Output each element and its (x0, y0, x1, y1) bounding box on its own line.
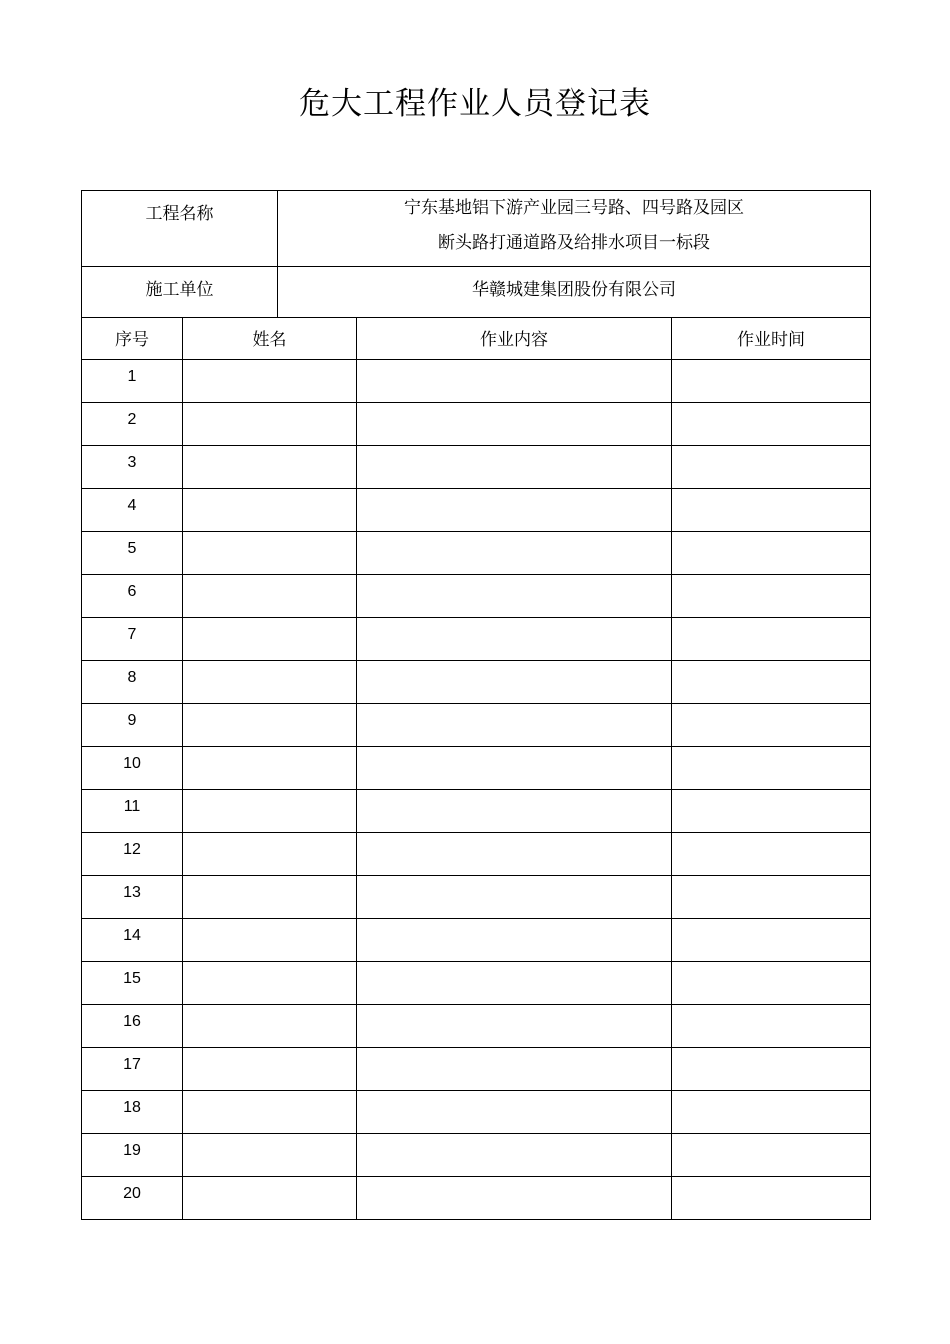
row-serial-cell: 12 (82, 833, 183, 876)
row-work-content-cell[interactable] (357, 1005, 672, 1048)
row-work-content-cell[interactable] (357, 489, 672, 532)
row-name-cell[interactable] (183, 446, 357, 489)
row-name-cell[interactable] (183, 876, 357, 919)
row-work-content-cell[interactable] (357, 532, 672, 575)
row-work-content-cell[interactable] (357, 962, 672, 1005)
table-row (82, 1134, 871, 1177)
table-row (82, 704, 871, 747)
row-name-cell[interactable] (183, 403, 357, 446)
row-work-time-cell[interactable] (672, 1091, 871, 1134)
row-work-content-cell[interactable] (357, 1177, 672, 1220)
table-row (82, 876, 871, 919)
row-name-cell[interactable] (183, 575, 357, 618)
row-work-content-cell[interactable] (357, 575, 672, 618)
row-serial-cell: 7 (82, 618, 183, 661)
row-work-time-cell[interactable] (672, 876, 871, 919)
project-name-value (278, 191, 871, 267)
registration-table (81, 190, 871, 1220)
construction-unit-label: 施工单位 (82, 267, 278, 318)
row-work-content-cell[interactable] (357, 618, 672, 661)
row-work-time-cell[interactable] (672, 1134, 871, 1177)
row-name-cell[interactable] (183, 1091, 357, 1134)
row-serial-cell: 18 (82, 1091, 183, 1134)
row-name-cell[interactable] (183, 1177, 357, 1220)
header-serial: 序号 (82, 318, 183, 360)
table-row (82, 1091, 871, 1134)
row-name-cell[interactable] (183, 360, 357, 403)
row-name-cell[interactable] (183, 618, 357, 661)
row-name-cell[interactable] (183, 661, 357, 704)
row-work-time-cell[interactable] (672, 790, 871, 833)
table-row (82, 1048, 871, 1091)
row-serial-cell: 9 (82, 704, 183, 747)
row-name-cell[interactable] (183, 962, 357, 1005)
row-work-content-cell[interactable] (357, 1134, 672, 1177)
row-name-cell[interactable] (183, 489, 357, 532)
row-work-time-cell[interactable] (672, 618, 871, 661)
row-work-time-cell[interactable] (672, 1048, 871, 1091)
row-serial-cell: 4 (82, 489, 183, 532)
row-serial-cell: 13 (82, 876, 183, 919)
row-name-cell[interactable] (183, 532, 357, 575)
row-work-time-cell[interactable] (672, 360, 871, 403)
project-name-row (82, 191, 871, 267)
row-serial-cell: 6 (82, 575, 183, 618)
project-name-line-1: 宁东基地铝下游产业园三号路、四号路及园区 (404, 198, 745, 218)
table-row (82, 575, 871, 618)
row-work-time-cell[interactable] (672, 962, 871, 1005)
header-name: 姓名 (183, 318, 357, 360)
header-work-time: 作业时间 (672, 318, 871, 360)
row-work-time-cell[interactable] (672, 833, 871, 876)
row-work-content-cell[interactable] (357, 446, 672, 489)
row-work-content-cell[interactable] (357, 403, 672, 446)
row-serial-cell: 20 (82, 1177, 183, 1220)
row-serial-cell: 15 (82, 962, 183, 1005)
table-row (82, 747, 871, 790)
row-work-content-cell[interactable] (357, 790, 672, 833)
page-title: 危大工程作业人员登记表 (299, 86, 651, 122)
header-work-content: 作业内容 (357, 318, 672, 360)
row-name-cell[interactable] (183, 1005, 357, 1048)
row-serial-cell: 14 (82, 919, 183, 962)
table-row (82, 661, 871, 704)
row-name-cell[interactable] (183, 747, 357, 790)
project-name-line-2: 断头路打通道路及给排水项目一标段 (438, 233, 711, 253)
row-work-content-cell[interactable] (357, 833, 672, 876)
table-row (82, 1005, 871, 1048)
row-work-time-cell[interactable] (672, 919, 871, 962)
row-work-time-cell[interactable] (672, 1177, 871, 1220)
row-serial-cell: 16 (82, 1005, 183, 1048)
row-work-time-cell[interactable] (672, 1005, 871, 1048)
row-name-cell[interactable] (183, 790, 357, 833)
row-work-content-cell[interactable] (357, 747, 672, 790)
row-serial-cell: 17 (82, 1048, 183, 1091)
row-serial-cell: 5 (82, 532, 183, 575)
row-work-content-cell[interactable] (357, 876, 672, 919)
row-name-cell[interactable] (183, 1134, 357, 1177)
row-work-time-cell[interactable] (672, 446, 871, 489)
row-work-content-cell[interactable] (357, 360, 672, 403)
row-serial-cell: 2 (82, 403, 183, 446)
row-work-time-cell[interactable] (672, 403, 871, 446)
row-serial-cell: 8 (82, 661, 183, 704)
project-name-label: 工程名称 (82, 191, 278, 267)
row-work-time-cell[interactable] (672, 532, 871, 575)
row-serial-cell: 11 (82, 790, 183, 833)
row-name-cell[interactable] (183, 919, 357, 962)
table-row (82, 618, 871, 661)
row-name-cell[interactable] (183, 704, 357, 747)
row-serial-cell: 19 (82, 1134, 183, 1177)
row-work-content-cell[interactable] (357, 661, 672, 704)
table-row (82, 790, 871, 833)
row-work-time-cell[interactable] (672, 575, 871, 618)
row-work-time-cell[interactable] (672, 489, 871, 532)
table-row (82, 446, 871, 489)
row-work-time-cell[interactable] (672, 661, 871, 704)
row-name-cell[interactable] (183, 1048, 357, 1091)
row-work-time-cell[interactable] (672, 704, 871, 747)
table-row (82, 532, 871, 575)
row-work-content-cell[interactable] (357, 704, 672, 747)
table-row (82, 833, 871, 876)
table-row (82, 1177, 871, 1220)
row-work-content-cell[interactable] (357, 1091, 672, 1134)
row-work-content-cell[interactable] (357, 1048, 672, 1091)
construction-unit-value: 华赣城建集团股份有限公司 (278, 267, 871, 318)
row-serial-cell: 1 (82, 360, 183, 403)
table-row (82, 962, 871, 1005)
row-serial-cell: 10 (82, 747, 183, 790)
construction-unit-row (82, 267, 871, 318)
row-name-cell[interactable] (183, 833, 357, 876)
row-work-time-cell[interactable] (672, 747, 871, 790)
table-row (82, 919, 871, 962)
row-serial-cell: 3 (82, 446, 183, 489)
table-row (82, 360, 871, 403)
table-row (82, 489, 871, 532)
column-header-row (82, 318, 871, 360)
row-work-content-cell[interactable] (357, 919, 672, 962)
table-row (82, 403, 871, 446)
